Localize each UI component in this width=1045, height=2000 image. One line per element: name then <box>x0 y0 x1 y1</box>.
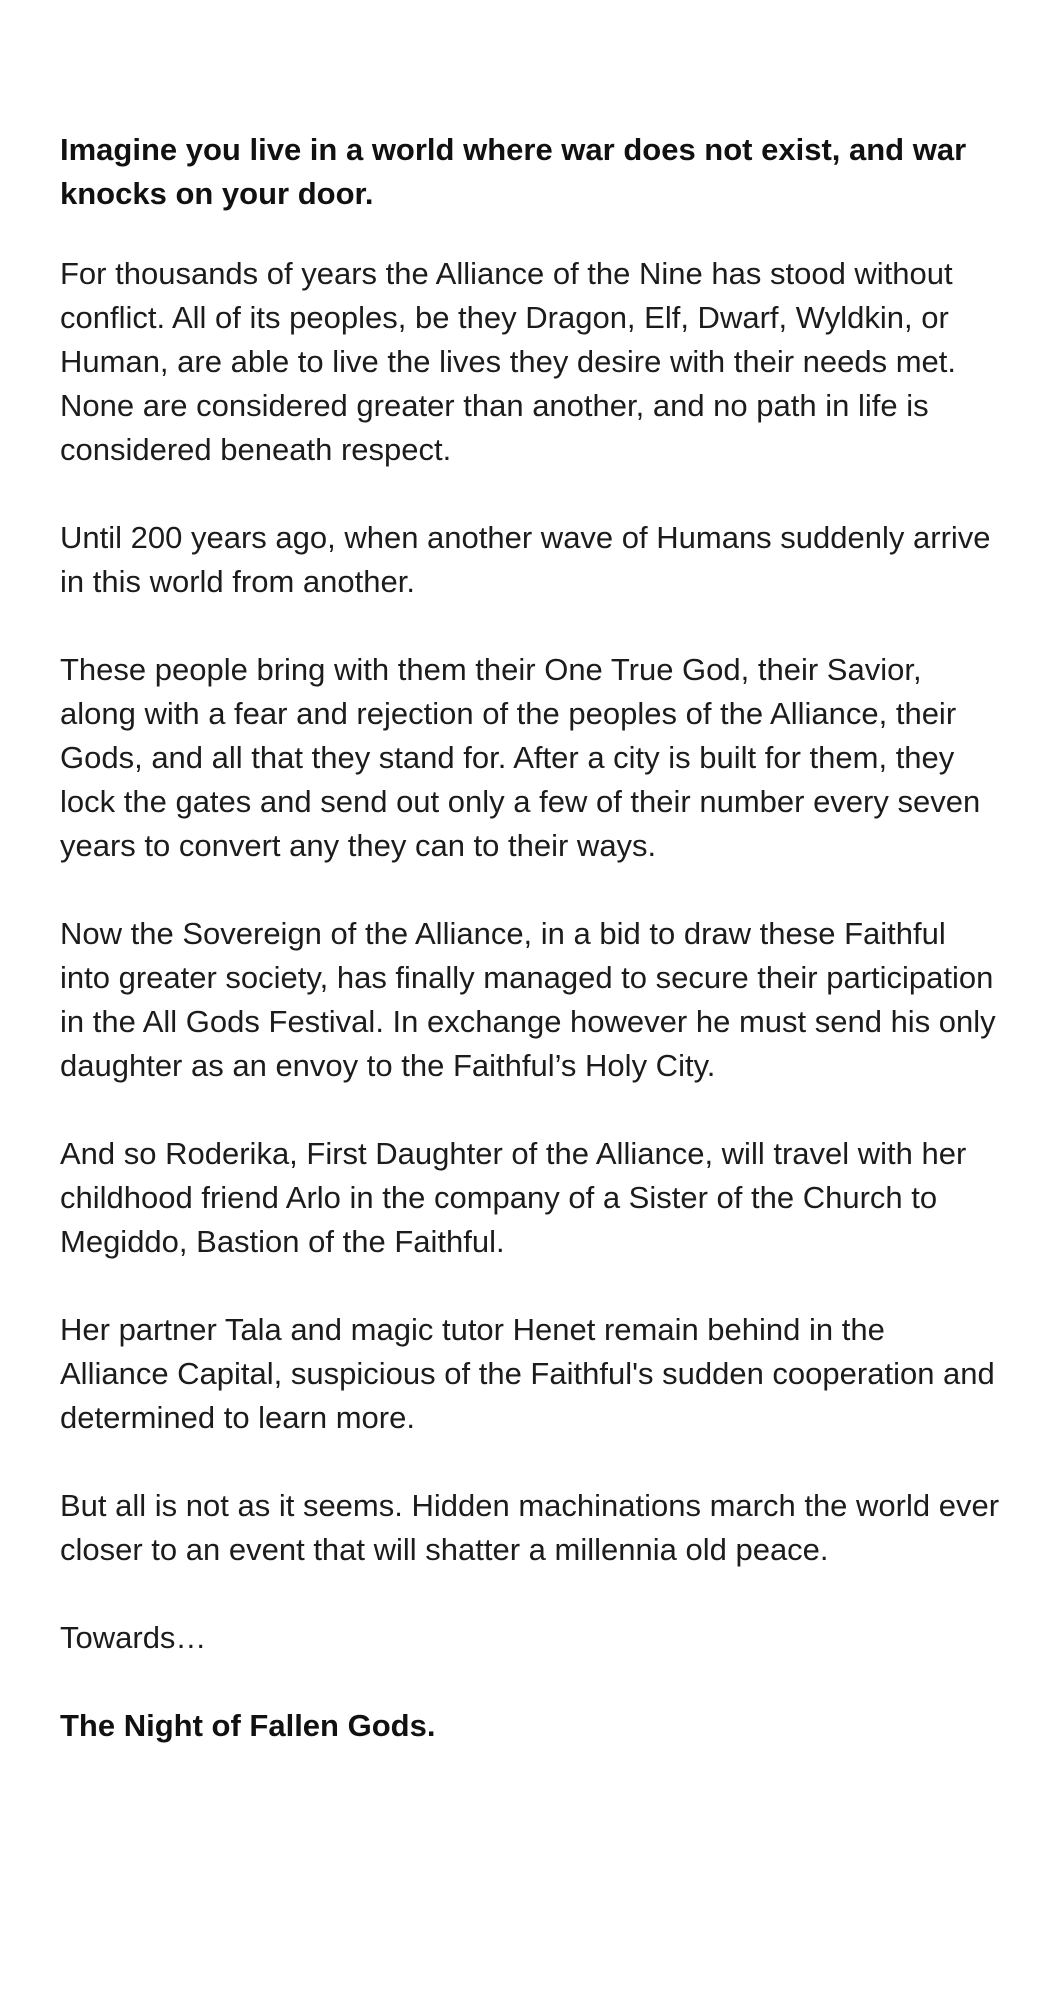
paragraph-sovereign: Now the Sovereign of the Alliance, in a bid to draw these Faithful into greater society, has finally managed to secure their participation in the All Gods Festival. In exchange however he must send his only daughter as an envoy to the Faithful’s Holy City. <box>60 916 996 1083</box>
paragraph-arrival: Until 200 years ago, when another wave of Humans suddenly arrive in this world from another. <box>60 520 991 599</box>
paragraph-machinations: But all is not as it seems. Hidden machinations march the world ever closer to an event that will shatter a millennia old peace. <box>60 1488 1000 1567</box>
paragraph-roderika: And so Roderika, First Daughter of the Alliance, will travel with her childhood friend Arlo in the company of a Sister of the Church to Megiddo, Bastion of the Faithful. <box>60 1136 967 1259</box>
lead-heading: Imagine you live in a world where war does not exist, and war knocks on your door. <box>60 132 967 211</box>
paragraph-faithful: These people bring with them their One True God, their Savior, along with a fear and rejection of the peoples of the Alliance, their Gods, and all that they stand for. After a city is built for them, they lock the gates and send out only a few of their number every seven years to convert any they can to their ways. <box>60 652 981 863</box>
paragraph-tala-henet: Her partner Tala and magic tutor Henet remain behind in the Alliance Capital, suspicious of the Faithful's sudden cooperation and determined to learn more. <box>60 1312 995 1435</box>
paragraph-alliance-history: For thousands of years the Alliance of the Nine has stood without conflict. All of its peoples, be they Dragon, Elf, Dwarf, Wyldkin, or Human, are able to live the lives they desire with their needs met. None are considered greater than another, and no path in life is considered beneath respect. <box>60 256 957 467</box>
paragraph-towards: Towards… <box>60 1620 207 1655</box>
closing-title: The Night of Fallen Gods. <box>60 1708 436 1743</box>
document-body <box>60 128 1000 1748</box>
